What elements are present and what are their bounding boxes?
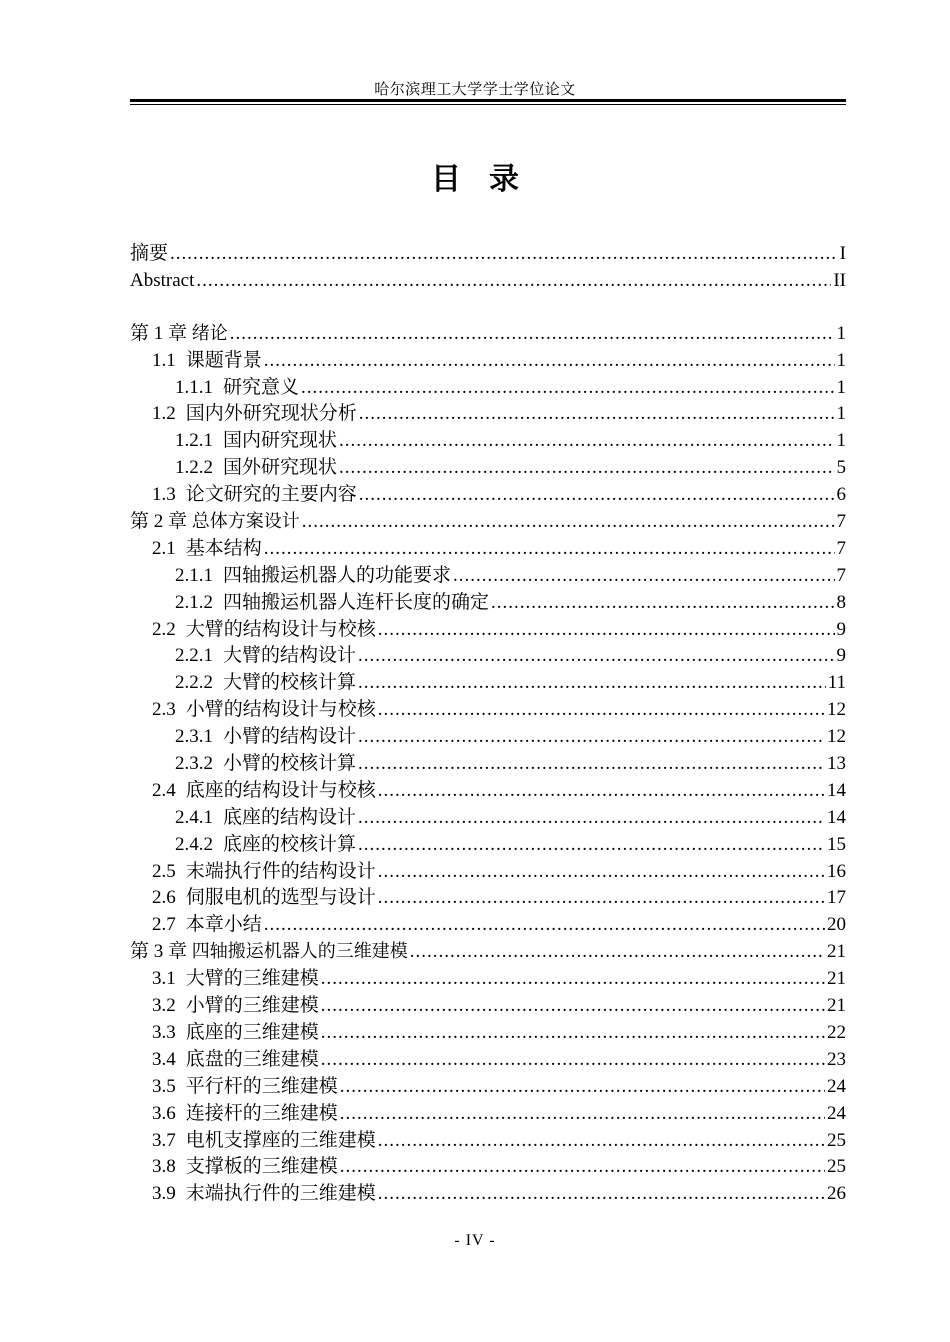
toc-entry-title (152, 993, 319, 1020)
toc-entry-title (175, 670, 356, 697)
toc-entry[interactable] (130, 778, 846, 805)
toc-entry-title (175, 428, 337, 455)
toc-entry-text: 总体方案设计 (191, 511, 300, 533)
toc-entry-number: 2.1.1 (175, 564, 213, 586)
toc-entry-text: 国内研究现状 (223, 430, 338, 452)
dot-leader (302, 509, 835, 536)
toc-entry[interactable] (130, 375, 846, 402)
toc-entry-page: 9 (836, 645, 846, 667)
toc-entry[interactable] (130, 885, 846, 912)
toc-entry-page: 7 (836, 537, 846, 559)
dot-leader (359, 482, 835, 509)
toc-entry-number: 2.5 (152, 860, 176, 882)
dot-leader (358, 670, 826, 697)
toc-entry-number: 1.2.2 (175, 457, 213, 479)
toc-entry-page: 11 (827, 672, 846, 694)
toc-entry-number: 2.4 (152, 779, 176, 801)
toc-entry-title (152, 778, 376, 805)
toc-entry-title (175, 643, 356, 670)
toc-entry-text: 伺服电机的选型与设计 (185, 887, 376, 909)
toc-entry-number: 3.5 (152, 1075, 176, 1097)
toc-entry-number: 1.2 (152, 403, 176, 425)
toc-entry-page: 22 (827, 1021, 846, 1043)
page-title: 目录 (431, 162, 547, 197)
toc-entry-number: 1.1.1 (175, 376, 213, 398)
toc-entry-page: 7 (836, 511, 846, 533)
toc-entry-text: 大臂的结构设计 (223, 645, 357, 667)
toc-entry-title (152, 348, 262, 375)
toc-entry-number: 1.3 (152, 484, 176, 506)
toc-entry-page: 25 (827, 1129, 846, 1151)
toc-entry-text: 底座的校核计算 (223, 833, 357, 855)
dot-leader (321, 993, 825, 1020)
toc-entry-text: 论文研究的主要内容 (185, 484, 357, 506)
toc-entry-title (130, 241, 168, 268)
toc-entry-number: 1.2.1 (175, 430, 213, 452)
toc-entry-page: 12 (827, 726, 846, 748)
dot-leader (358, 805, 825, 832)
toc-entry[interactable] (130, 993, 846, 1020)
dot-leader (378, 1128, 825, 1155)
toc-entry-title (175, 805, 356, 832)
toc-entry-page: 1 (836, 430, 846, 452)
page-number: - IV - (454, 1232, 496, 1249)
toc-entry-number: 2.2.2 (175, 672, 213, 694)
toc-entry-text: 绪论 (191, 322, 228, 344)
toc-entry-text: 底盘的三维建模 (185, 1048, 319, 1070)
toc-entry-title (175, 751, 356, 778)
toc-entry-title (152, 697, 376, 724)
toc-entry-number: 第 1 章 (130, 322, 192, 344)
toc-entry-page: 6 (836, 484, 846, 506)
toc-entry-title (175, 455, 337, 482)
toc-entry-text: 课题背景 (185, 349, 262, 371)
dot-leader (358, 832, 825, 859)
toc-entry[interactable] (130, 912, 846, 939)
toc-entry-title (152, 885, 376, 912)
toc-entry-text: 大臂的校核计算 (223, 672, 357, 694)
toc-entry-page: 23 (827, 1048, 846, 1070)
toc-entry-text: 小臂的结构设计 (223, 726, 357, 748)
header-rule-thin (130, 104, 846, 105)
toc-entry-text: 末端执行件的三维建模 (185, 1183, 376, 1205)
toc-entry-page: 1 (836, 403, 846, 425)
toc-entry[interactable] (130, 1181, 846, 1208)
dot-leader (340, 1074, 825, 1101)
toc-entry[interactable] (130, 1047, 846, 1074)
toc-entry-page: 24 (827, 1102, 846, 1124)
toc-entry-text: 四轴搬运机器人连杆长度的确定 (223, 591, 490, 613)
toc-entry-title (175, 832, 356, 859)
toc-entry[interactable] (130, 268, 846, 295)
toc-entry-title (152, 536, 262, 563)
toc-entry-text: 本章小结 (185, 914, 262, 936)
toc-entry[interactable] (130, 590, 846, 617)
toc-entry-text: 末端执行件的结构设计 (185, 860, 376, 882)
toc-entry-number: 2.1 (152, 537, 176, 559)
toc-entry-title (130, 939, 408, 966)
toc-entry[interactable] (130, 805, 846, 832)
toc-entry-number: 3.1 (152, 968, 176, 990)
toc-entry[interactable] (130, 1154, 846, 1181)
toc-entry-number: 2.4.1 (175, 806, 213, 828)
toc-entry-text: 支撑板的三维建模 (185, 1156, 338, 1178)
toc-entry-title (152, 1047, 319, 1074)
toc-entry-page: 21 (827, 995, 846, 1017)
toc-entry-title (152, 617, 376, 644)
toc-entry[interactable] (130, 241, 846, 268)
toc-entry-title (152, 859, 376, 886)
toc-entry[interactable] (130, 1101, 846, 1128)
toc-entry-number: 2.7 (152, 914, 176, 936)
toc-entry-number: 2.6 (152, 887, 176, 909)
toc-entry[interactable] (130, 1020, 846, 1047)
toc-entry-number: 3.7 (152, 1129, 176, 1151)
dot-leader (264, 536, 835, 563)
toc-entry-text: 摘要 (130, 243, 169, 264)
toc-entry[interactable] (130, 697, 846, 724)
toc-entry-number: 1.1 (152, 349, 176, 371)
toc-entry-title (130, 321, 228, 348)
running-header: 哈尔滨理工大学学士学位论文 (374, 82, 576, 98)
toc-entry-text: 四轴搬运机器人的功能要求 (223, 564, 452, 586)
toc-entry-page: 15 (827, 833, 846, 855)
toc-entry-page: 9 (836, 618, 846, 640)
dot-leader (378, 885, 825, 912)
toc-entry-title (130, 509, 300, 536)
dot-leader (358, 724, 825, 751)
toc-entry-number: 2.3 (152, 699, 176, 721)
toc-entry-page: 12 (827, 699, 846, 721)
dot-leader (358, 751, 825, 778)
toc-entry-page: 1 (836, 349, 846, 371)
toc-entry-title (152, 1128, 376, 1155)
toc-entry-text: 底座的结构设计与校核 (185, 779, 376, 801)
dot-leader (339, 455, 834, 482)
toc-entry-title (152, 401, 357, 428)
toc-entry-title (152, 966, 319, 993)
toc-entry-text: 底座的三维建模 (185, 1021, 319, 1043)
toc-entry-title (130, 268, 194, 295)
toc-entry[interactable] (130, 1128, 846, 1155)
toc-entry-page: 24 (827, 1075, 846, 1097)
toc-entry-number: 2.2.1 (175, 645, 213, 667)
toc-entry-text: 国内外研究现状分析 (185, 403, 357, 425)
toc-entry-page: 7 (836, 564, 846, 586)
toc-entry-title (175, 724, 356, 751)
toc-entry[interactable] (130, 563, 846, 590)
toc-entry-title (152, 1154, 338, 1181)
toc-entry-page: 21 (827, 968, 846, 990)
toc-entry-title (152, 912, 262, 939)
toc-entry[interactable] (130, 321, 846, 348)
toc-entry-page: 14 (827, 779, 846, 801)
toc-entry-page: 20 (827, 914, 846, 936)
toc-entry-page: 16 (827, 860, 846, 882)
dot-leader (196, 268, 831, 295)
toc-entry-number: 3.6 (152, 1102, 176, 1124)
dot-leader (378, 617, 835, 644)
toc-entry-page: 26 (827, 1183, 846, 1205)
toc-entry[interactable] (130, 751, 846, 778)
toc-entry[interactable] (130, 401, 846, 428)
toc-entry[interactable] (130, 939, 846, 966)
toc-entry-number: 2.3.2 (175, 753, 213, 775)
toc-entry-number: 2.1.2 (175, 591, 213, 613)
toc-entry-title (175, 590, 489, 617)
toc-entry-text: 研究意义 (223, 376, 300, 398)
dot-leader (378, 778, 825, 805)
toc-entry-number: 2.4.2 (175, 833, 213, 855)
toc-entry-text: 平行杆的三维建模 (185, 1075, 338, 1097)
toc-entry[interactable] (130, 966, 846, 993)
toc-entry[interactable] (130, 832, 846, 859)
toc-entry-page: 1 (836, 376, 846, 398)
toc-entry[interactable] (130, 428, 846, 455)
toc-entry-number: 3.4 (152, 1048, 176, 1070)
toc-entry-number: 3.2 (152, 995, 176, 1017)
toc-entry-text: 底座的结构设计 (223, 806, 357, 828)
toc-entry-title (152, 1181, 376, 1208)
dot-leader (170, 241, 838, 268)
dot-leader (491, 590, 834, 617)
toc-entry-text: 国外研究现状 (223, 457, 338, 479)
toc-entry[interactable] (130, 670, 846, 697)
toc-entry[interactable] (130, 617, 846, 644)
toc-entry-page: 1 (836, 322, 846, 344)
toc-entry-number: 第 3 章 (130, 941, 192, 963)
toc-entry-page: 17 (827, 887, 846, 909)
dot-leader (359, 401, 835, 428)
toc-entry-number: 3.3 (152, 1021, 176, 1043)
dot-leader (321, 966, 825, 993)
dot-leader (410, 939, 825, 966)
toc-entry-text: 四轴搬运机器人的三维建模 (191, 941, 408, 963)
toc-entry-text: 小臂的校核计算 (223, 753, 357, 775)
toc-entry-text: 基本结构 (185, 537, 262, 559)
toc-entry-title (152, 1101, 338, 1128)
dot-leader (378, 697, 825, 724)
toc-entry[interactable] (130, 482, 846, 509)
dot-leader (378, 1181, 825, 1208)
toc-entry-title (152, 1074, 338, 1101)
toc-entry-title (152, 1020, 319, 1047)
toc-entry-text: 小臂的三维建模 (185, 995, 319, 1017)
toc-entry-text: 大臂的结构设计与校核 (185, 618, 376, 640)
toc-entry-page: 25 (827, 1156, 846, 1178)
toc-entry-page: I (839, 243, 846, 264)
toc-entry-page: 8 (836, 591, 846, 613)
toc-entry[interactable] (130, 348, 846, 375)
toc-entry[interactable] (130, 859, 846, 886)
toc-entry-text: Abstract (130, 269, 195, 291)
dot-leader (378, 859, 825, 886)
dot-leader (321, 1020, 825, 1047)
toc-entry-number: 第 2 章 (130, 511, 192, 533)
dot-leader (340, 1154, 825, 1181)
toc-entry-text: 大臂的三维建模 (185, 968, 319, 990)
toc-entry-page: 13 (827, 753, 846, 775)
toc-entry-text: 电机支撑座的三维建模 (185, 1129, 376, 1151)
toc-entry[interactable] (130, 1074, 846, 1101)
table-of-contents (130, 241, 846, 1208)
toc-entry[interactable] (130, 455, 846, 482)
toc-entry[interactable] (130, 509, 846, 536)
dot-leader (340, 1101, 825, 1128)
dot-leader (301, 375, 834, 402)
dot-leader (453, 563, 834, 590)
dot-leader (358, 643, 834, 670)
dot-leader (230, 321, 835, 348)
toc-entry-title (175, 563, 451, 590)
dot-leader (264, 912, 825, 939)
toc-entry-number: 3.9 (152, 1183, 176, 1205)
toc-entry-page: 5 (836, 457, 846, 479)
toc-entry-text: 小臂的结构设计与校核 (185, 699, 376, 721)
toc-entry[interactable] (130, 724, 846, 751)
toc-entry-number: 3.8 (152, 1156, 176, 1178)
toc-entry-title (175, 375, 299, 402)
dot-leader (321, 1047, 825, 1074)
dot-leader (264, 348, 835, 375)
dot-leader (339, 428, 834, 455)
toc-entry-number: 2.3.1 (175, 726, 213, 748)
toc-entry[interactable] (130, 536, 846, 563)
toc-entry-title (152, 482, 357, 509)
toc-entry-page: 21 (827, 941, 846, 963)
toc-entry-text: 连接杆的三维建模 (185, 1102, 338, 1124)
toc-entry-number: 2.2 (152, 618, 176, 640)
toc-entry[interactable] (130, 643, 846, 670)
toc-entry-page: II (833, 269, 846, 291)
toc-entry-page: 14 (827, 806, 846, 828)
header-rule-thick (130, 99, 846, 102)
